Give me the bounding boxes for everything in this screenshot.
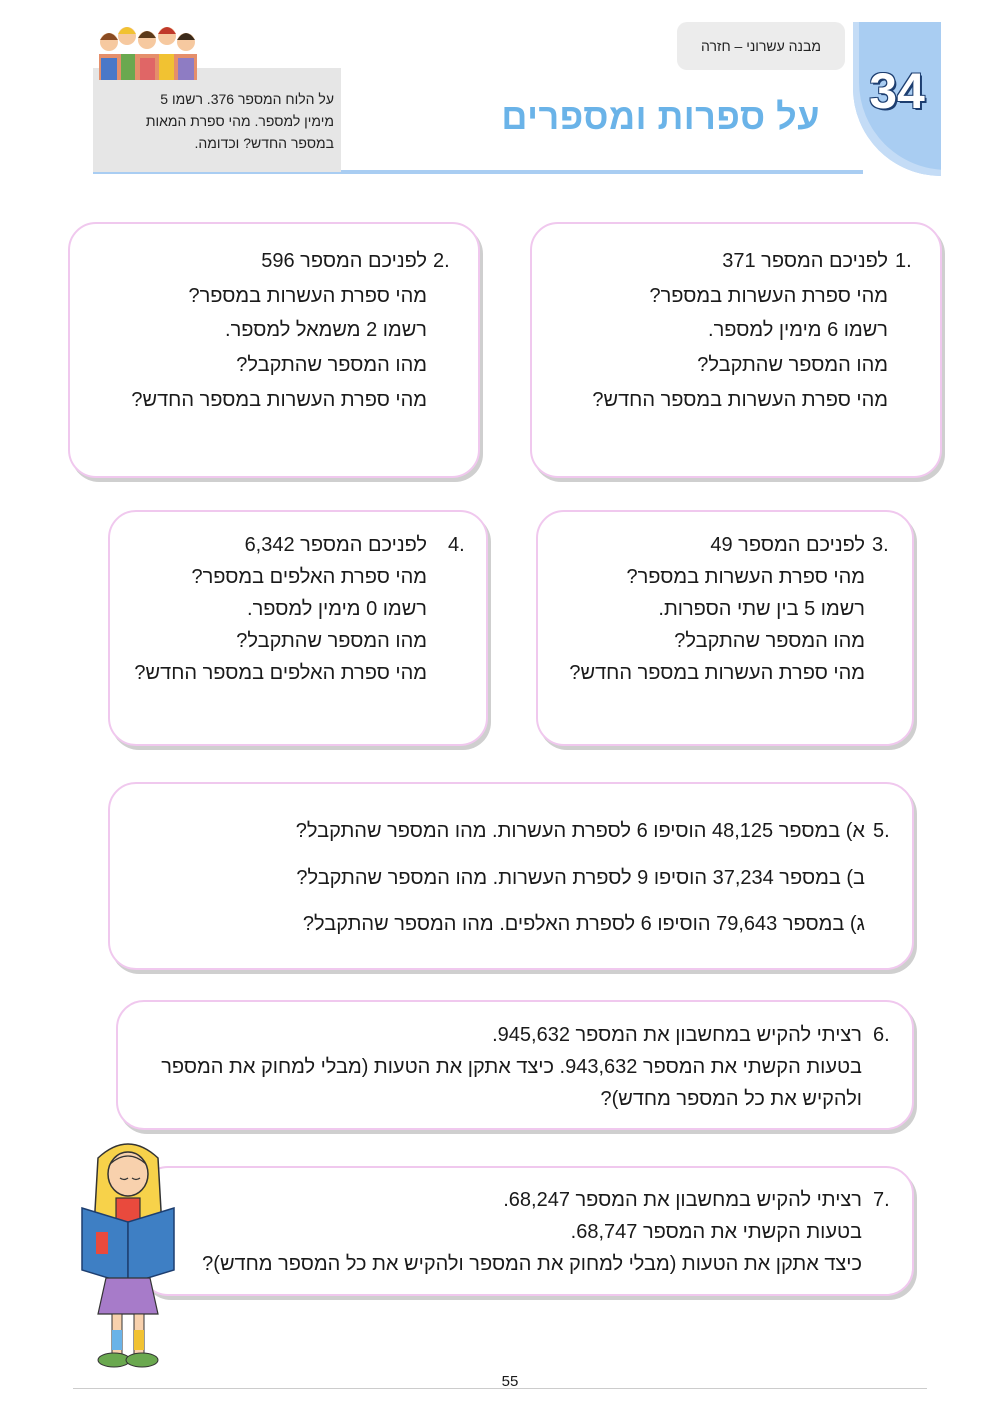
page-number: 55 xyxy=(501,1373,519,1390)
teacher-note-line: מימין למספר. מהי ספרת המאות xyxy=(145,113,334,129)
question-line: רשמו 5 בין שתי הספרות. xyxy=(658,598,865,620)
question-line: לפניכם המספר 596 xyxy=(261,250,427,272)
question-number: 6. xyxy=(873,1024,890,1046)
question-number: 3. xyxy=(872,534,889,556)
question-line: רציתי להקיש במחשבון את המספר 945,632. xyxy=(492,1024,862,1046)
question-number: 7. xyxy=(873,1189,890,1211)
question-line: מהי ספרת העשרות במספר החדש? xyxy=(592,389,888,411)
question-line: לפניכם המספר 49 xyxy=(710,534,865,556)
girl-reading-icon xyxy=(76,1138,180,1374)
question-line: בטעות הקשתי את המספר 68,747. xyxy=(570,1221,862,1243)
lesson-number: 34 xyxy=(869,63,925,119)
question-line: מהי ספרת האלפים במספר החדש? xyxy=(134,662,427,684)
question-line: מהי ספרת העשרות במספר החדש? xyxy=(569,662,865,684)
teacher-note-line: על הלוח המספר 376. רשמו 5 xyxy=(160,91,334,107)
question-line: רשמו 2 משמאל למספר. xyxy=(225,319,427,341)
question-line: מהו המספר שהתקבל? xyxy=(236,354,427,376)
question-line: כיצד אתקן את הטעות (מבלי למחוק את המספר ולהקיש את כל המספר מחדש)? xyxy=(202,1253,862,1275)
question-line: מהו המספר שהתקבל? xyxy=(674,630,865,652)
topic-label: מבנה עשרוני – חזרה xyxy=(677,22,845,70)
question-number: 1. xyxy=(895,250,912,272)
question-number: 2. xyxy=(433,250,450,272)
question-line: מהי ספרת העשרות במספר? xyxy=(626,566,865,588)
question-line: מהו המספר שהתקבל? xyxy=(697,354,888,376)
teacher-note xyxy=(100,88,334,154)
question-line: מהי ספרת העשרות במספר? xyxy=(649,285,888,307)
question-number: 4. xyxy=(448,534,465,556)
question-line: מהו המספר שהתקבל? xyxy=(236,630,427,652)
question-line: ולהקיש את כל המספר מחדש)? xyxy=(600,1088,862,1110)
question-line: מהי ספרת העשרות במספר? xyxy=(188,285,427,307)
question-number: 5. xyxy=(873,820,890,842)
question-line: רשמו 0 מימין למספר. xyxy=(247,598,427,620)
page-title: על ספרות ומספרים xyxy=(501,96,820,137)
question-line: רשמו 6 מימין למספר. xyxy=(708,319,888,341)
teacher-note-line: במספר החדש? וכדומה. xyxy=(194,135,334,151)
question-line: לפניכם המספר 6,342 xyxy=(244,534,427,556)
question-line: מהי ספרת האלפים במספר? xyxy=(191,566,427,588)
question-item: א) במספר 48,125 הוסיפו 6 לספרת העשרות. מהו המספר שהתקבל? xyxy=(295,820,865,842)
question-item: ב) במספר 37,234 הוסיפו 9 לספרת העשרות. מהו המספר שהתקבל? xyxy=(296,867,865,889)
question-line: מהי ספרת העשרות במספר החדש? xyxy=(131,389,427,411)
question-item: ג) במספר 79,643 הוסיפו 6 לספרת האלפים. מהו המספר שהתקבל? xyxy=(302,913,865,935)
question-line: בטעות הקשתי את המספר 943,632. כיצד אתקן את הטעות (מבלי למחוק את המספר xyxy=(161,1056,862,1078)
question-line: לפניכם המספר 371 xyxy=(722,250,888,272)
question-line: רציתי להקיש במחשבון את המספר 68,247. xyxy=(503,1189,862,1211)
children-group-icon xyxy=(97,18,199,80)
